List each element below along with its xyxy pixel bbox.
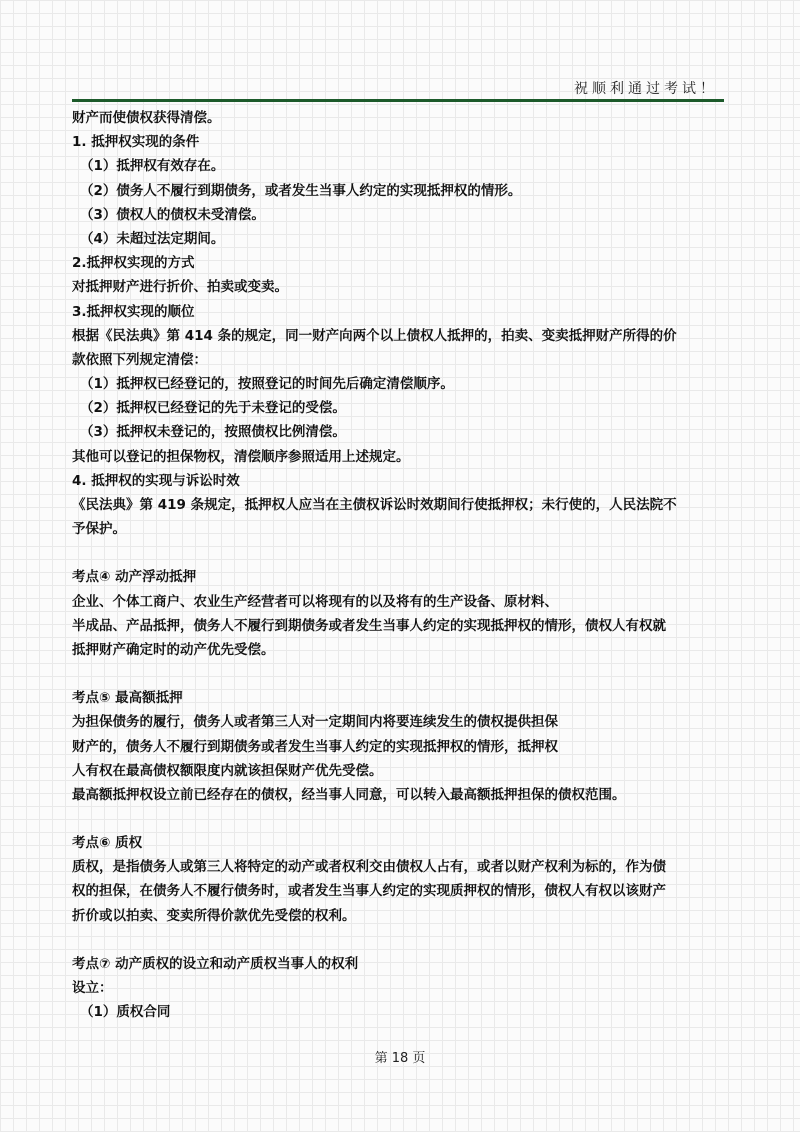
text-line: 人有权在最高债权额限度内就该担保财产优先受偿。 [72,762,383,779]
list-item: （3）债权人的债权未受清偿。 [80,206,265,223]
list-item: （1）抵押权有效存在。 [80,158,225,175]
text-line: 权的担保，在债务人不履行债务时，或者发生当事人约定的实现质押权的情形，债权人有权以该财产 [72,883,666,900]
text-line: 予保护。 [72,521,126,538]
section-heading: 3.抵押权实现的顺位 [72,303,195,320]
topic-heading: 考点④ 动产浮动抵押 [72,569,197,586]
text-line: 折价或以拍卖、变卖所得价款优先受偿的权利。 [72,907,356,924]
topic-heading: 考点⑥ 质权 [72,835,143,852]
document-body [72,106,730,1024]
list-item: （2）抵押权已经登记的先于未登记的受偿。 [80,400,346,417]
header-slogan: 祝顺利通过考试！ [574,81,718,97]
text-line: 质权，是指债务人或第三人将特定的动产或者权利交由债权人占有，或者以财产权利为标的，作为债 [72,859,666,876]
page-header [72,74,724,102]
page-number: 第 18 页 [374,1051,426,1066]
text-line: 财产的，债务人不履行到期债务或者发生当事人约定的实现抵押权的情形，抵押权 [72,738,558,755]
header-rule [72,99,724,102]
paragraph-gap [72,541,730,565]
text-line: 设立： [72,980,113,996]
text-line: 款依照下列规定清偿： [72,351,207,368]
paragraph-gap [72,807,730,831]
text-line: 财产而使债权获得清偿。 [72,110,221,126]
section-heading: 4. 抵押权的实现与诉讼时效 [72,472,240,489]
text-line: 最高额抵押权设立前已经存在的债权，经当事人同意，可以转入最高额抵押担保的债权范围。 [72,786,626,803]
list-item: （3）抵押权未登记的，按照债权比例清偿。 [80,424,346,441]
text-line: 其他可以登记的担保物权，清偿顺序参照适用上述规定。 [72,448,410,465]
text-line: 企业、个体工商户、农业生产经营者可以将现有的以及将有的生产设备、原材料、 [72,593,558,610]
text-line: 抵押财产确定时的动产优先受偿。 [72,641,275,658]
list-item: （2）债务人不履行到期债务，或者发生当事人约定的实现抵押权的情形。 [80,182,522,199]
text-line: 根据《民法典》第 414 条的规定，同一财产向两个以上债权人抵押的，拍卖、变卖抵押财产所得的价 [72,327,677,344]
text-line: 《民法典》第 419 条规定，抵押权人应当在主债权诉讼时效期间行使抵押权；未行使的，人民法院不 [72,497,677,513]
section-heading: 1. 抵押权实现的条件 [72,134,200,151]
text-line: 为担保债务的履行，债务人或者第三人对一定期间内将要连续发生的债权提供担保 [72,714,558,731]
paragraph-gap [72,662,730,686]
list-item: （1）抵押权已经登记的，按照登记的时间先后确定清偿顺序。 [80,376,454,393]
paragraph-gap [72,928,730,952]
list-item: （1）质权合同 [80,1004,171,1021]
topic-heading: 考点⑦ 动产质权的设立和动产质权当事人的权利 [72,955,359,972]
text-line: 对抵押财产进行折价、拍卖或变卖。 [72,279,288,296]
section-heading: 2.抵押权实现的方式 [72,255,195,272]
text-line: 半成品、产品抵押，债务人不履行到期债务或者发生当事人约定的实现抵押权的情形，债权人有权就 [72,617,666,634]
topic-heading: 考点⑤ 最高额抵押 [72,690,183,707]
list-item: （4）未超过法定期间。 [80,230,225,247]
